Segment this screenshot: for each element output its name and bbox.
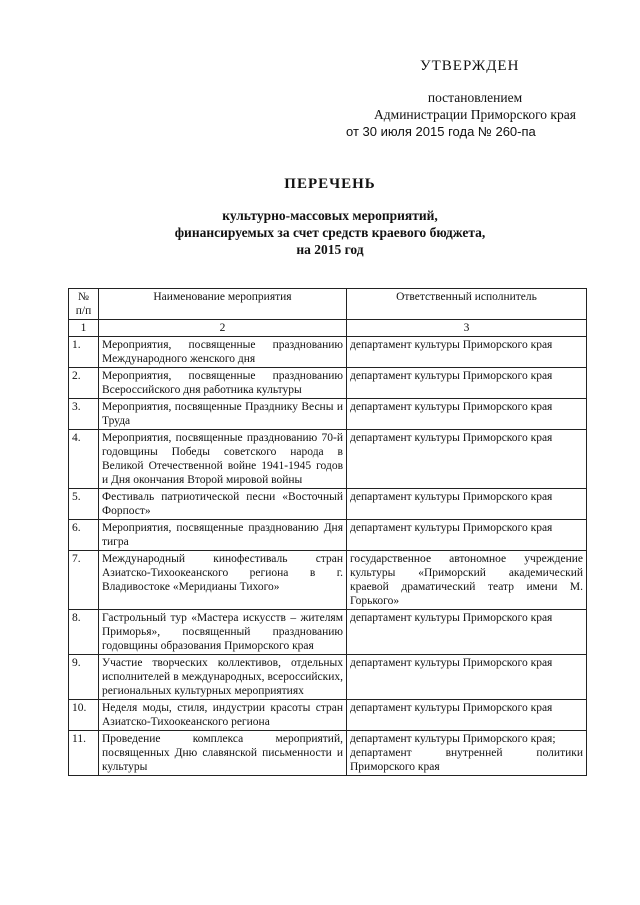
events-table: [68, 288, 587, 776]
table-row: [69, 655, 587, 700]
table-row: [69, 368, 587, 399]
document-heading: [100, 176, 560, 258]
row-number: 7.: [69, 551, 99, 610]
column-number: 3: [347, 320, 587, 337]
row-number: 9.: [69, 655, 99, 700]
event-name: Проведение комплекса мероприятий, посвященных Дню славянской письменности и культуры: [99, 731, 347, 776]
column-number: 1: [69, 320, 99, 337]
header-executor: Ответственный исполнитель: [347, 289, 587, 320]
approval-date-stamp: от 30 июля 2015 года № 260-па: [346, 124, 536, 139]
table-row: [69, 399, 587, 430]
executor: департамент культуры Приморского края: [347, 655, 587, 700]
approval-line-1: постановлением: [427, 90, 523, 105]
executor: департамент культуры Приморского края: [347, 610, 587, 655]
row-number: 2.: [69, 368, 99, 399]
executor: департамент культуры Приморского края: [347, 368, 587, 399]
table-row: [69, 610, 587, 655]
executor: государственное автономное учреждение культуры «Приморский академический краевой драматический театр имени М. Горького»: [347, 551, 587, 610]
column-number-row: [69, 320, 587, 337]
header-event: Наименование мероприятия: [99, 289, 347, 320]
event-name: Мероприятия, посвященные празднованию 70-й годовщины Победы советского народа в Великой Отечественной войне 1941-1945 годов и Дня окончания Второй мировой войны: [99, 430, 347, 489]
executor: департамент культуры Приморского края: [347, 430, 587, 489]
event-name: Мероприятия, посвященные Празднику Весны и Труда: [99, 399, 347, 430]
document-title: ПЕРЕЧЕНЬ: [284, 176, 376, 192]
row-number: 4.: [69, 430, 99, 489]
executor: департамент культуры Приморского края: [347, 337, 587, 368]
executor: департамент культуры Приморского края: [347, 399, 587, 430]
table-row: [69, 520, 587, 551]
row-number: 1.: [69, 337, 99, 368]
row-number: 8.: [69, 610, 99, 655]
heading-line-3: на 2015 год: [296, 242, 364, 257]
table-row: [69, 430, 587, 489]
heading-line-1: культурно-массовых мероприятий,: [222, 208, 438, 223]
table-row: [69, 731, 587, 776]
table-row: [69, 337, 587, 368]
row-number: 11.: [69, 731, 99, 776]
table-header-row: [69, 289, 587, 320]
executor: департамент культуры Приморского края: [347, 489, 587, 520]
event-name: Гастрольный тур «Мастера искусств – жителям Приморья», посвященный празднованию годовщины образования Приморского края: [99, 610, 347, 655]
table-row: [69, 489, 587, 520]
row-number: 5.: [69, 489, 99, 520]
approval-title: УТВЕРЖДЕН: [420, 58, 520, 74]
event-name: Мероприятия, посвященные празднованию Дня тигра: [99, 520, 347, 551]
header-number: № п/п: [69, 289, 99, 320]
row-number: 10.: [69, 700, 99, 731]
event-name: Участие творческих коллективов, отдельных исполнителей в международных, всероссийских, региональных культурных мероприятиях: [99, 655, 347, 700]
executor-secondary: департамент внутренней политики Приморского края: [350, 747, 583, 773]
row-number: 3.: [69, 399, 99, 430]
column-number: 2: [99, 320, 347, 337]
executor: департамент культуры Приморского края;: [350, 733, 556, 745]
event-name: Мероприятия, посвященные празднованию Всероссийского дня работника культуры: [99, 368, 347, 399]
approval-line-2: Администрации Приморского края: [374, 107, 576, 122]
executor: департамент культуры Приморского края: [347, 700, 587, 731]
event-name: Фестиваль патриотической песни «Восточный Форпост»: [99, 489, 347, 520]
heading-line-2: финансируемых за счет средств краевого бюджета,: [174, 225, 486, 240]
table-row: [69, 700, 587, 731]
executor: департамент культуры Приморского края: [347, 520, 587, 551]
event-name: Неделя моды, стиля, индустрии красоты стран Азиатско-Тихоокеанского региона: [99, 700, 347, 731]
event-name: Мероприятия, посвященные празднованию Международного женского дня: [99, 337, 347, 368]
row-number: 6.: [69, 520, 99, 551]
event-name: Международный кинофестиваль стран Азиатско-Тихоокеанского региона в г. Владивостоке «Меридианы Тихого»: [99, 551, 347, 610]
table-row: [69, 551, 587, 610]
executor-cell: [347, 731, 587, 776]
approval-block: [340, 58, 610, 140]
